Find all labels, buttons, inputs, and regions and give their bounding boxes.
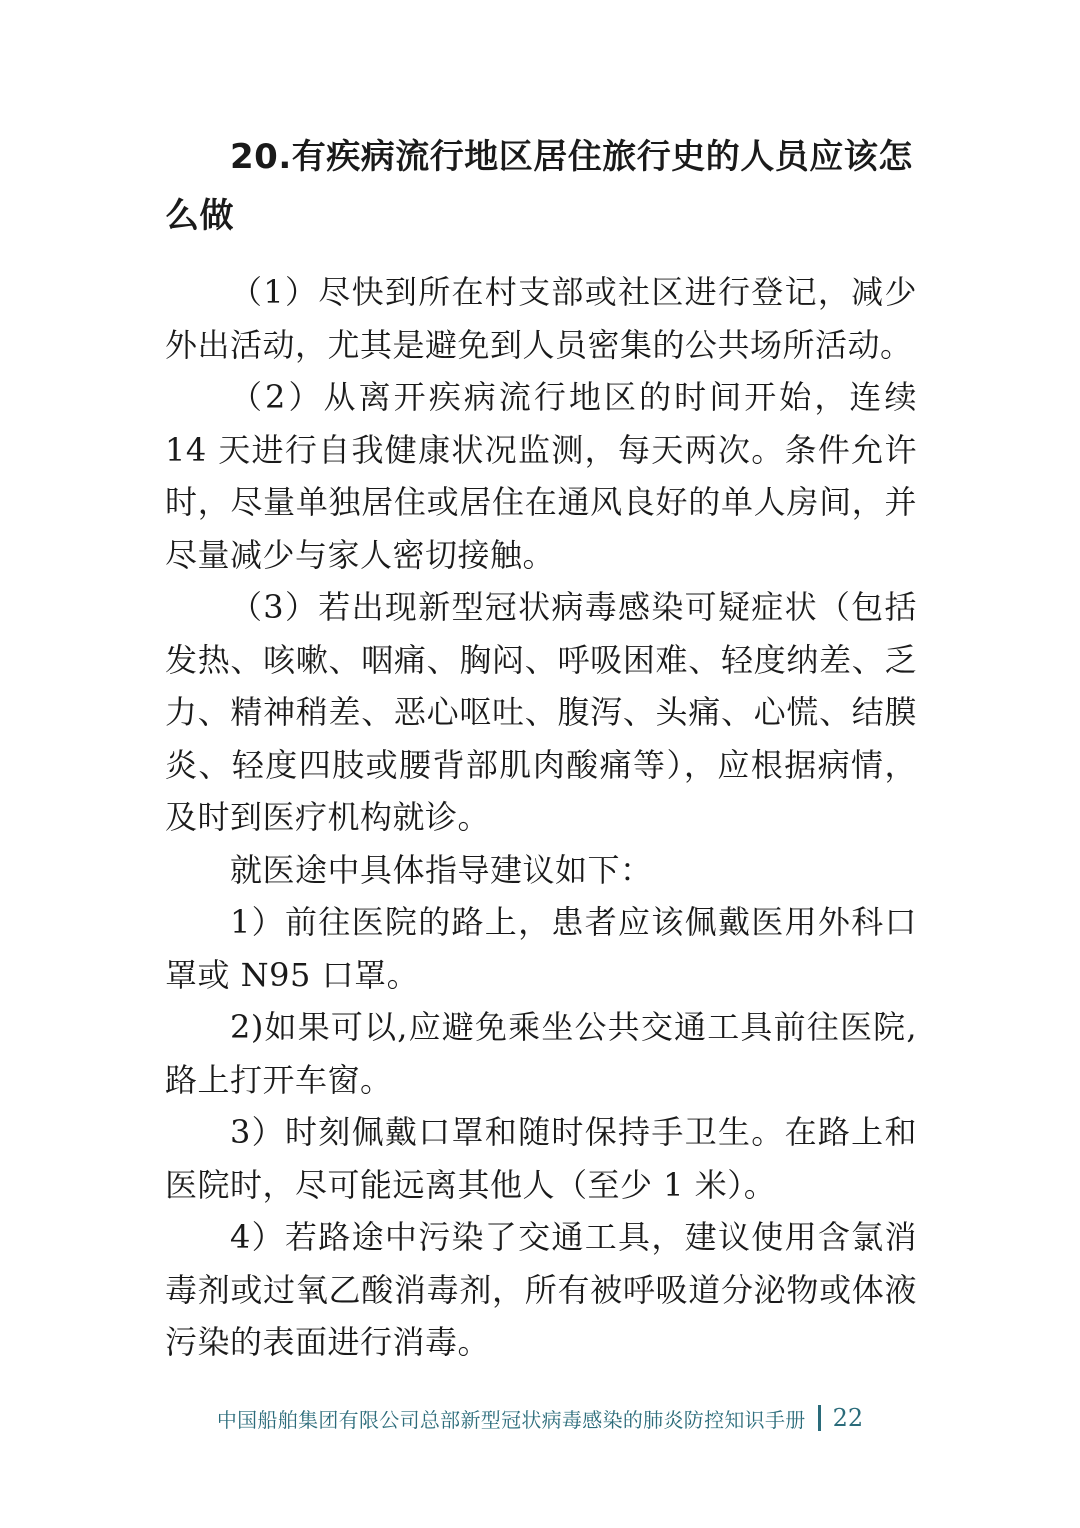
- paragraph-guidance-1: 1）前往医院的路上，患者应该佩戴医用外科口罩或 N95 口罩。: [165, 903, 917, 994]
- paragraph-guidance-2: 2)如果可以,应避免乘坐公共交通工具前往医院,路上打开车窗。: [165, 1008, 917, 1099]
- paragraph-3: （3）若出现新型冠状病毒感染可疑症状（包括发热、咳嗽、咽痛、胸闷、呼吸困难、轻度纳差、乏力、精神稍差、恶心呕吐、腹泻、头痛、心慌、结膜炎、轻度四肢或腰背部肌肉酸痛等），应根据病情，及时到医疗机构就诊。: [165, 588, 917, 836]
- paragraph-1: （1）尽快到所在村支部或社区进行登记，减少外出活动，尤其是避免到人员密集的公共场所活动。: [165, 273, 917, 364]
- page-number: 22: [832, 1404, 864, 1432]
- footer-divider: [818, 1405, 821, 1431]
- footer-title: 中国船舶集团有限公司总部新型冠状病毒感染的肺炎防控知识手册: [216, 1407, 806, 1432]
- body-text: [165, 266, 917, 1369]
- paragraph-guidance-intro: 就医途中具体指导建议如下：: [230, 850, 653, 889]
- paragraph-guidance-3: 3）时刻佩戴口罩和随时保持手卫生。在路上和医院时，尽可能远离其他人（至少 1 米）。: [165, 1113, 917, 1204]
- page-footer: [0, 1398, 1080, 1438]
- paragraph-2: （2）从离开疾病流行地区的时间开始，连续 14 天进行自我健康状况监测，每天两次。条件允许时，尽量单独居住或居住在通风良好的单人房间，并尽量减少与家人密切接触。: [165, 378, 917, 574]
- section-heading: 20.有疾病流行地区居住旅行史的人员应该怎么做: [165, 137, 913, 236]
- paragraph-guidance-4: 4）若路途中污染了交通工具，建议使用含氯消毒剂或过氧乙酸消毒剂，所有被呼吸道分泌物或体液污染的表面进行消毒。: [165, 1218, 917, 1361]
